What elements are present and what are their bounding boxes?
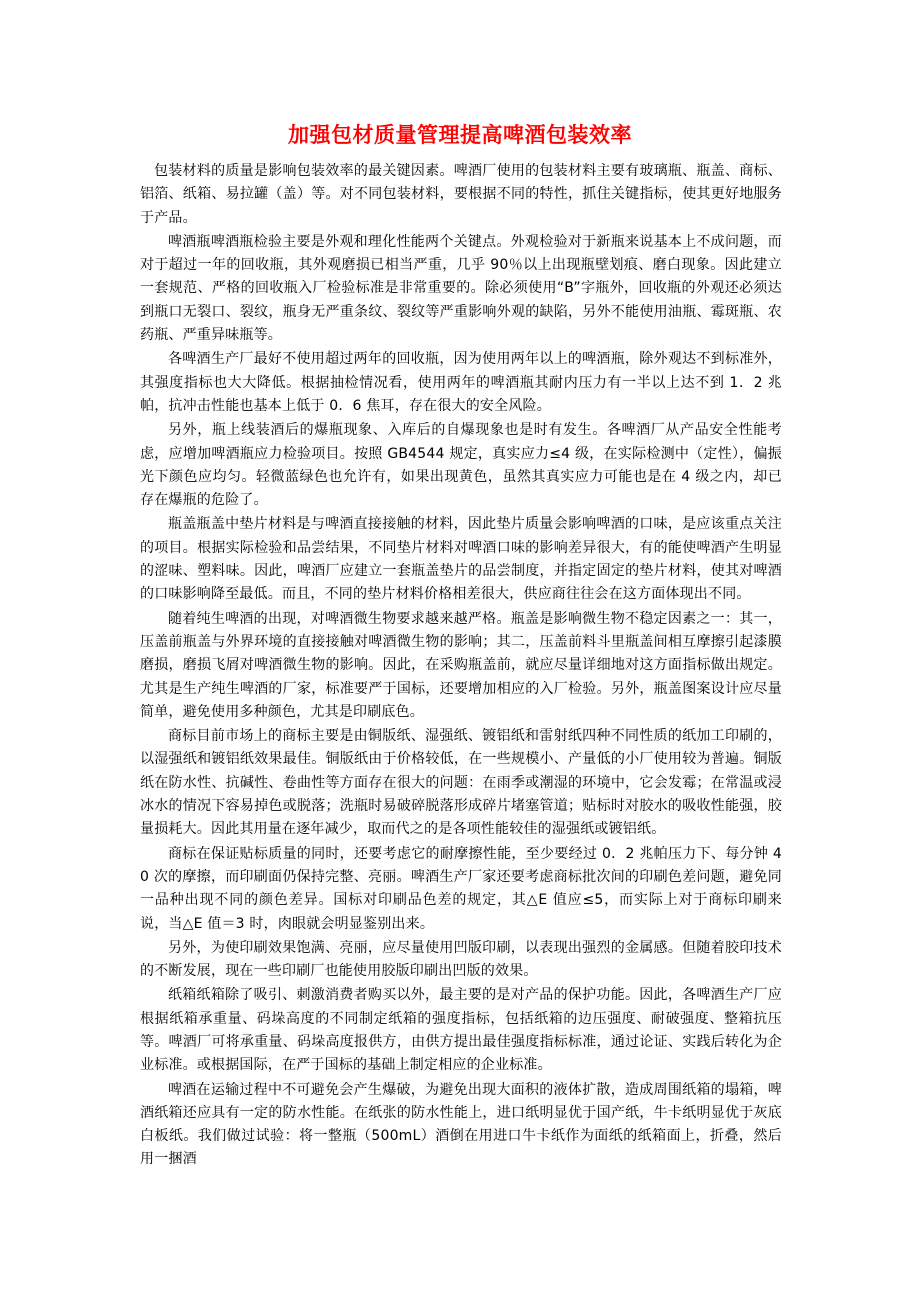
paragraph-carton-strength: 纸箱纸箱除了吸引、刺激消费者购买以外，最主要的是对产品的保护功能。因此，各啤酒生产厂应根据纸箱承重量、码垛高度的不同制定纸箱的强度指标，包括纸箱的边压强度、耐破强度、整箱抗压等。啤酒厂可将承重量、码垛高度报供方，由供方提出最佳强度指标标准，通过论证、实践后转化为企业标准。或根据国际，在严于国标的基础上制定相应的企业标准。 [140, 987, 782, 1074]
document-title: 加强包材质量管理提高啤酒包装效率 [288, 122, 632, 147]
paragraph-cap-microbe: 随着纯生啤酒的出现，对啤酒微生物要求越来越严格。瓶盖是影响微生物不稳定因素之一：其一，压盖前瓶盖与外界环境的直接接触对啤酒微生物的影响；其二，压盖前料斗里瓶盖间相互摩擦引起漆膜磨损，磨损飞屑对啤酒微生物的影响。因此，在采购瓶盖前，就应尽量详细地对这方面指标做出规定。尤其是生产纯生啤酒的厂家，标准要严于国标，还要增加相应的入厂检验。另外，瓶盖图案设计应尽量简单，避免使用多种颜色，尤其是印刷底色。 [140, 610, 782, 720]
paragraph-carton-waterproof: 啤酒在运输过程中不可避免会产生爆破，为避免出现大面积的液体扩散，造成周围纸箱的塌箱，啤酒纸箱还应具有一定的防水性能。在纸张的防水性能上，进口纸明显优于国产纸，牛卡纸明显优于灰底白板纸。我们做过试验：将一整瓶（500mL）酒倒在用进口牛卡纸作为面纸的纸箱面上，折叠，然后用一捆酒 [140, 1081, 782, 1168]
paragraph-label-abrasion: 商标在保证贴标质量的同时，还要考虑它的耐摩擦性能，至少要经过 0．2 兆帕压力下、每分钟 40 次的摩擦，而印刷面仍保持完整、亮丽。啤酒生产厂家还要考虑商标批次间的印刷色差问题，避免同一品种出现不同的颜色差异。国标对印刷品色差的规定，其△E 值应≤5，而实际上对于商标印刷来说，当△E 值＝3 时，肉眼就会明显鉴别出来。 [140, 845, 782, 932]
paragraph-recycled-bottle: 各啤酒生产厂最好不使用超过两年的回收瓶，因为使用两年以上的啤酒瓶，除外观达不到标准外，其强度指标也大大降低。根据抽检情况看，使用两年的啤酒瓶其耐内压力有一半以上达不到 1．2 兆帕，抗冲击性能也基本上低于 0．6 焦耳，存在很大的安全风险。 [140, 351, 782, 414]
paragraph-intro: 包装材料的质量是影响包装效率的最关键因素。啤酒厂使用的包装材料主要有玻璃瓶、瓶盖、商标、铝箔、纸箱、易拉罐（盖）等。对不同包装材料，要根据不同的特性，抓住关键指标，使其更好地服务于产品。 [140, 163, 782, 226]
paragraph-label-paper: 商标目前市场上的商标主要是由铜版纸、湿强纸、镀铝纸和雷射纸四种不同性质的纸加工印刷的，以湿强纸和镀铝纸效果最佳。铜版纸由于价格较低，在一些规模小、产量低的小厂使用较为普遍。铜版纸在防水性、抗碱性、卷曲性等方面存在很大的问题：在雨季或潮湿的环境中，它会发霉；在常温或浸冰水的情况下容易掉色或脱落；洗瓶时易破碎脱落形成碎片堵塞管道；贴标时对胶水的吸收性能强，胶量损耗大。因此其用量在逐年减少，取而代之的是各项性能较佳的湿强纸或镀铝纸。 [140, 728, 782, 838]
paragraph-beer-bottle: 啤酒瓶啤酒瓶检验主要是外观和理化性能两个关键点。外观检验对于新瓶来说基本上不成问题，而对于超过一年的回收瓶，其外观磨损已相当严重，几乎 90％以上出现瓶壁划痕、磨白现象。因此建立一套规范、严格的回收瓶入厂检验标准是非常重要的。除必须使用“B”字瓶外，回收瓶的外观还必须达到瓶口无裂口、裂纹，瓶身无严重条纹、裂纹等严重影响外观的缺陷，另外不能使用油瓶、霉斑瓶、农药瓶、严重异味瓶等。 [140, 233, 782, 344]
paragraph-bottle-cap: 瓶盖瓶盖中垫片材料是与啤酒直接接触的材料，因此垫片质量会影响啤酒的口味，是应该重点关注的项目。根据实际检验和品尝结果，不同垫片材料对啤酒口味的影响差异很大，有的能使啤酒产生明显的涩味、塑料味。因此，啤酒厂应建立一套瓶盖垫片的品尝制度，并指定固定的垫片材料，使其对啤酒的口味影响降至最低。而且，不同的垫片材料价格相差很大，供应商往往会在这方面体现出不同。 [140, 516, 782, 603]
paragraph-gravure-printing: 另外，为使印刷效果饱满、亮丽，应尽量使用凹版印刷，以表现出强烈的金属感。但随着胶印技术的不断发展，现在一些印刷厂也能使用胶版印刷出凹版的效果。 [140, 939, 782, 980]
paragraph-bottle-stress: 另外，瓶上线装酒后的爆瓶现象、入库后的自爆现象也是时有发生。各啤酒厂从产品安全性能考虑，应增加啤酒瓶应力检验项目。按照 GB4544 规定，真实应力≤4 级，在实际检测中（定性），偏振光下颜色应均匀。轻微蓝绿色也允许有，如果出现黄色，虽然其真实应力可能也是在 4 级之内，却已存在爆瓶的危险了。 [140, 422, 782, 509]
document-body [140, 160, 782, 1173]
